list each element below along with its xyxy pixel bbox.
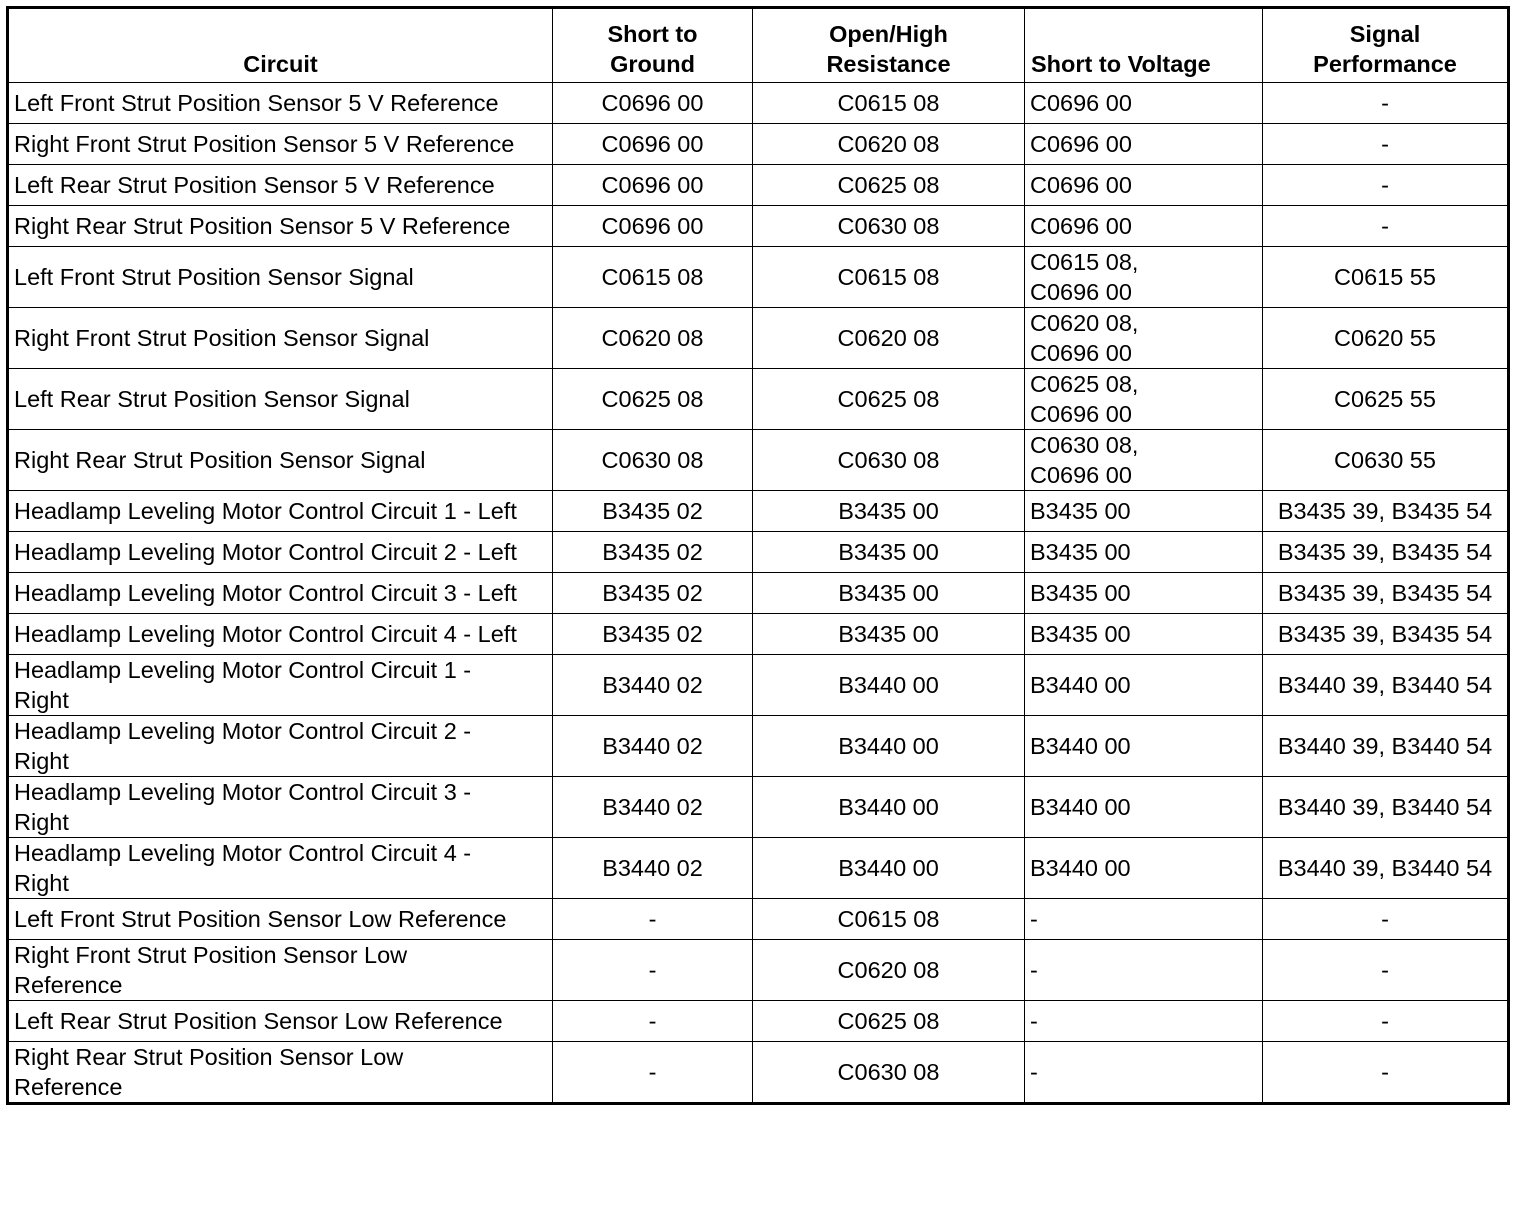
- cell-short-to-ground: C0696 00: [553, 165, 753, 206]
- table-row: [8, 308, 1509, 369]
- cell-short-to-ground: C0620 08: [553, 308, 753, 369]
- table-row: [8, 206, 1509, 247]
- cell-open-high-resistance: B3440 00: [753, 655, 1025, 716]
- table-row: [8, 777, 1509, 838]
- table-row: [8, 491, 1509, 532]
- table-row: [8, 532, 1509, 573]
- header-open-high-resistance: Open/High Resistance: [753, 8, 1025, 83]
- table-row: [8, 716, 1509, 777]
- cell-circuit: Right Rear Strut Position Sensor 5 V Reference: [8, 206, 553, 247]
- cell-short-to-ground: C0696 00: [553, 206, 753, 247]
- cell-short-to-voltage: B3440 00: [1025, 716, 1263, 777]
- cell-short-to-ground: -: [553, 940, 753, 1001]
- table-row: [8, 124, 1509, 165]
- dtc-table: [6, 6, 1510, 1105]
- cell-short-to-ground: -: [553, 899, 753, 940]
- cell-short-to-ground: B3435 02: [553, 491, 753, 532]
- header-short-to-ground: Short to Ground: [553, 8, 753, 83]
- cell-short-to-voltage: B3440 00: [1025, 655, 1263, 716]
- cell-short-to-ground: -: [553, 1042, 753, 1104]
- cell-short-to-ground: B3440 02: [553, 777, 753, 838]
- cell-short-to-voltage: -: [1025, 1001, 1263, 1042]
- cell-short-to-voltage: C0625 08, C0696 00: [1025, 369, 1263, 430]
- table-row: [8, 83, 1509, 124]
- cell-circuit: Headlamp Leveling Motor Control Circuit 2 - Right: [8, 716, 553, 777]
- cell-open-high-resistance: B3435 00: [753, 573, 1025, 614]
- cell-open-high-resistance: C0620 08: [753, 308, 1025, 369]
- cell-open-high-resistance: C0630 08: [753, 1042, 1025, 1104]
- cell-short-to-ground: C0625 08: [553, 369, 753, 430]
- cell-circuit: Headlamp Leveling Motor Control Circuit 4 - Right: [8, 838, 553, 899]
- cell-signal-performance: B3435 39, B3435 54: [1263, 491, 1509, 532]
- cell-short-to-voltage: B3435 00: [1025, 614, 1263, 655]
- cell-circuit: Headlamp Leveling Motor Control Circuit 4 - Left: [8, 614, 553, 655]
- cell-circuit: Left Front Strut Position Sensor Low Reference: [8, 899, 553, 940]
- cell-short-to-voltage: B3435 00: [1025, 491, 1263, 532]
- cell-signal-performance: -: [1263, 124, 1509, 165]
- cell-short-to-voltage: B3435 00: [1025, 532, 1263, 573]
- cell-circuit: Right Front Strut Position Sensor Low Reference: [8, 940, 553, 1001]
- cell-signal-performance: -: [1263, 1001, 1509, 1042]
- table-row: [8, 838, 1509, 899]
- cell-short-to-voltage: C0696 00: [1025, 83, 1263, 124]
- cell-short-to-voltage: -: [1025, 1042, 1263, 1104]
- cell-short-to-ground: -: [553, 1001, 753, 1042]
- cell-short-to-voltage: B3440 00: [1025, 838, 1263, 899]
- cell-circuit: Headlamp Leveling Motor Control Circuit 3 - Right: [8, 777, 553, 838]
- header-row: [8, 8, 1509, 83]
- cell-signal-performance: B3435 39, B3435 54: [1263, 614, 1509, 655]
- cell-circuit: Right Front Strut Position Sensor Signal: [8, 308, 553, 369]
- cell-short-to-ground: B3440 02: [553, 655, 753, 716]
- cell-open-high-resistance: C0615 08: [753, 247, 1025, 308]
- cell-open-high-resistance: C0630 08: [753, 430, 1025, 491]
- table-row: [8, 1001, 1509, 1042]
- cell-short-to-ground: B3440 02: [553, 716, 753, 777]
- cell-signal-performance: C0630 55: [1263, 430, 1509, 491]
- table-row: [8, 369, 1509, 430]
- cell-short-to-voltage: C0696 00: [1025, 124, 1263, 165]
- cell-signal-performance: B3440 39, B3440 54: [1263, 655, 1509, 716]
- cell-open-high-resistance: B3435 00: [753, 532, 1025, 573]
- cell-circuit: Left Front Strut Position Sensor Signal: [8, 247, 553, 308]
- table-row: [8, 899, 1509, 940]
- cell-signal-performance: -: [1263, 1042, 1509, 1104]
- cell-circuit: Right Front Strut Position Sensor 5 V Reference: [8, 124, 553, 165]
- cell-short-to-voltage: C0620 08, C0696 00: [1025, 308, 1263, 369]
- cell-open-high-resistance: C0625 08: [753, 1001, 1025, 1042]
- cell-short-to-ground: C0615 08: [553, 247, 753, 308]
- cell-circuit: Left Front Strut Position Sensor 5 V Reference: [8, 83, 553, 124]
- cell-signal-performance: -: [1263, 899, 1509, 940]
- cell-short-to-ground: B3435 02: [553, 532, 753, 573]
- cell-short-to-voltage: B3435 00: [1025, 573, 1263, 614]
- header-short-to-voltage: Short to Voltage: [1025, 8, 1263, 83]
- table-row: [8, 940, 1509, 1001]
- cell-short-to-ground: C0696 00: [553, 83, 753, 124]
- table-row: [8, 655, 1509, 716]
- cell-short-to-voltage: -: [1025, 940, 1263, 1001]
- cell-open-high-resistance: C0625 08: [753, 165, 1025, 206]
- cell-open-high-resistance: C0625 08: [753, 369, 1025, 430]
- cell-circuit: Headlamp Leveling Motor Control Circuit 1 - Left: [8, 491, 553, 532]
- cell-signal-performance: B3435 39, B3435 54: [1263, 532, 1509, 573]
- cell-short-to-voltage: C0630 08, C0696 00: [1025, 430, 1263, 491]
- table-row: [8, 573, 1509, 614]
- cell-signal-performance: -: [1263, 165, 1509, 206]
- table-row: [8, 430, 1509, 491]
- cell-open-high-resistance: B3435 00: [753, 614, 1025, 655]
- cell-circuit: Left Rear Strut Position Sensor Signal: [8, 369, 553, 430]
- cell-open-high-resistance: C0630 08: [753, 206, 1025, 247]
- table-row: [8, 247, 1509, 308]
- table-row: [8, 1042, 1509, 1104]
- cell-signal-performance: -: [1263, 83, 1509, 124]
- cell-short-to-voltage: C0696 00: [1025, 165, 1263, 206]
- table-row: [8, 614, 1509, 655]
- cell-circuit: Right Rear Strut Position Sensor Low Reference: [8, 1042, 553, 1104]
- cell-circuit: Right Rear Strut Position Sensor Signal: [8, 430, 553, 491]
- cell-short-to-voltage: C0615 08, C0696 00: [1025, 247, 1263, 308]
- cell-short-to-voltage: -: [1025, 899, 1263, 940]
- header-circuit: Circuit: [8, 8, 553, 83]
- cell-open-high-resistance: C0620 08: [753, 940, 1025, 1001]
- cell-open-high-resistance: C0615 08: [753, 899, 1025, 940]
- cell-signal-performance: -: [1263, 940, 1509, 1001]
- cell-circuit: Headlamp Leveling Motor Control Circuit 1 - Right: [8, 655, 553, 716]
- cell-open-high-resistance: C0615 08: [753, 83, 1025, 124]
- cell-short-to-ground: C0696 00: [553, 124, 753, 165]
- cell-open-high-resistance: B3440 00: [753, 838, 1025, 899]
- cell-open-high-resistance: B3440 00: [753, 716, 1025, 777]
- cell-open-high-resistance: B3440 00: [753, 777, 1025, 838]
- cell-short-to-voltage: C0696 00: [1025, 206, 1263, 247]
- cell-signal-performance: C0625 55: [1263, 369, 1509, 430]
- cell-signal-performance: B3440 39, B3440 54: [1263, 777, 1509, 838]
- cell-signal-performance: B3440 39, B3440 54: [1263, 716, 1509, 777]
- cell-signal-performance: -: [1263, 206, 1509, 247]
- cell-signal-performance: B3435 39, B3435 54: [1263, 573, 1509, 614]
- cell-circuit: Left Rear Strut Position Sensor 5 V Reference: [8, 165, 553, 206]
- cell-short-to-ground: B3440 02: [553, 838, 753, 899]
- cell-short-to-voltage: B3440 00: [1025, 777, 1263, 838]
- cell-short-to-ground: B3435 02: [553, 614, 753, 655]
- table-row: [8, 165, 1509, 206]
- cell-circuit: Headlamp Leveling Motor Control Circuit 2 - Left: [8, 532, 553, 573]
- cell-signal-performance: C0620 55: [1263, 308, 1509, 369]
- header-signal-performance: Signal Performance: [1263, 8, 1509, 83]
- cell-signal-performance: B3440 39, B3440 54: [1263, 838, 1509, 899]
- cell-signal-performance: C0615 55: [1263, 247, 1509, 308]
- cell-short-to-ground: B3435 02: [553, 573, 753, 614]
- cell-circuit: Headlamp Leveling Motor Control Circuit 3 - Left: [8, 573, 553, 614]
- cell-open-high-resistance: B3435 00: [753, 491, 1025, 532]
- cell-open-high-resistance: C0620 08: [753, 124, 1025, 165]
- cell-short-to-ground: C0630 08: [553, 430, 753, 491]
- cell-circuit: Left Rear Strut Position Sensor Low Reference: [8, 1001, 553, 1042]
